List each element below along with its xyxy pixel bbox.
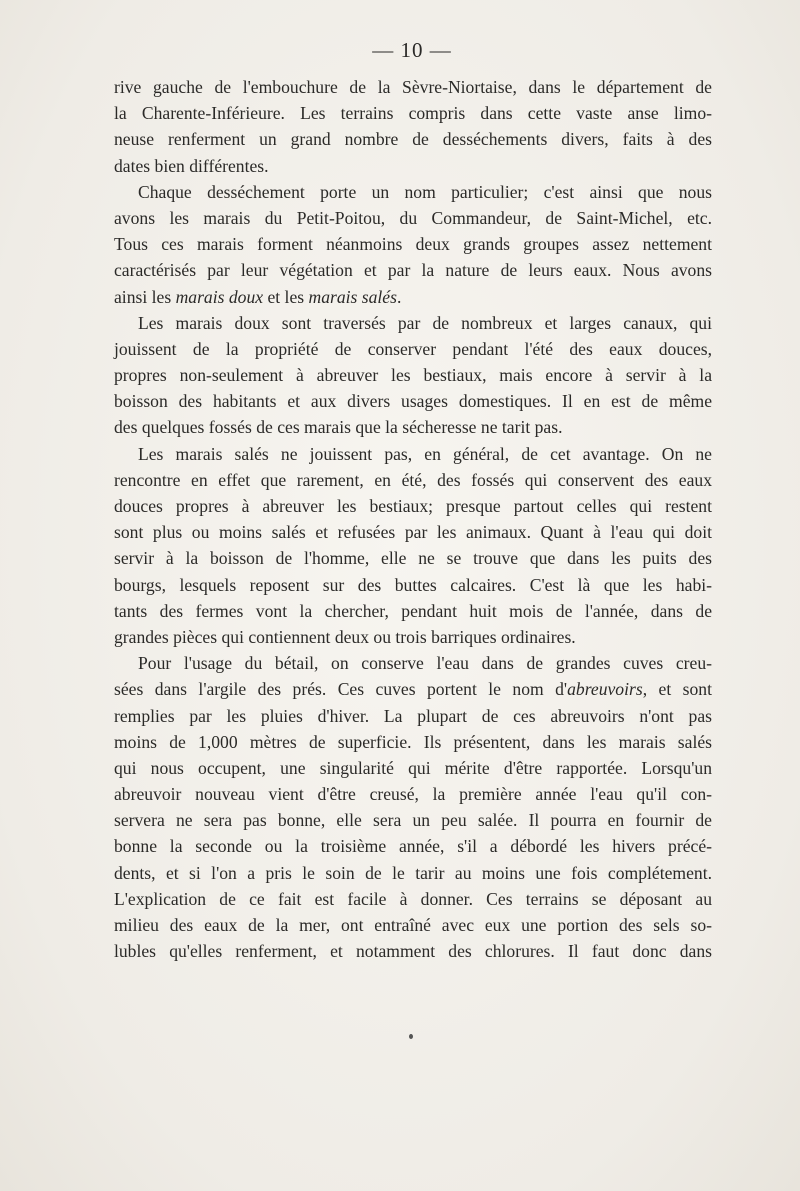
text-line: avons les marais du Petit-Poitou, du Commandeur, de Saint-Michel, etc. — [114, 207, 712, 228]
text-line: des quelques fossés de ces marais que la sécheresse ne tarit pas. — [114, 417, 563, 438]
text-line: moins de 1,000 mètres de superficie. Ils présentent, dans les marais salés — [114, 731, 712, 752]
text-line: boisson des habitants et aux divers usages domestiques. Il en est de même — [114, 391, 712, 412]
text-fragment: ainsi les — [114, 286, 176, 307]
text-line: abreuvoir nouveau vient d'être creusé, la première année l'eau qu'il con- — [114, 784, 712, 805]
text-line — [114, 284, 712, 310]
text-line: tants des fermes vont la chercher, pendant huit mois de l'année, dans de — [114, 600, 712, 621]
text-line: servir à la boisson de l'homme, elle ne se trouve que dans les puits des — [114, 548, 712, 569]
paragraph-3 — [114, 310, 712, 441]
text-line — [114, 676, 712, 702]
text-line: Chaque desséchement porte un nom particulier; c'est ainsi que nous — [138, 181, 712, 202]
italic-term: abreuvoirs — [567, 679, 643, 700]
text-line: rive gauche de l'embouchure de la Sèvre-Niortaise, dans le département de — [114, 77, 712, 97]
text-line: milieu des eaux de la mer, ont entraîné avec eux une portion des sels so- — [114, 915, 712, 935]
text-line: L'explication de ce fait est facile à donner. Ces terrains se déposant au — [114, 888, 712, 909]
text-line: grandes pièces qui contiennent deux ou trois barriques ordinaires. — [114, 626, 576, 647]
text-fragment: . — [396, 286, 402, 307]
text-line: douces propres à abreuver les bestiaux; presque partout celles qui restent — [114, 496, 712, 516]
text-line: bonne la seconde ou la troisième année, s'il a débordé les hivers précé- — [114, 836, 712, 857]
text-line: remplies par les pluies d'hiver. La plupart de ces abreuvoirs n'ont pas — [114, 705, 712, 726]
paragraph-5 — [114, 650, 712, 964]
text-fragment: et les — [263, 286, 309, 307]
paragraph-1 — [114, 74, 712, 179]
text-line: dents, et si l'on a pris le soin de le tarir au moins une fois complétement. — [114, 862, 712, 883]
text-line: servera ne sera pas bonne, elle sera un peu salée. Il pourra en fournir de — [114, 810, 712, 831]
text-line: Les marais salés ne jouissent pas, en général, de cet avantage. On ne — [138, 443, 712, 464]
paragraph-4 — [114, 441, 712, 651]
text-line: sont plus ou moins salés et refusées par les animaux. Quant à l'eau qui doit — [114, 522, 712, 543]
italic-term: marais doux — [175, 286, 264, 307]
text-fragment: , et sont — [642, 679, 712, 700]
text-line: Les marais doux sont traversés par de nombreux et larges canaux, qui — [138, 312, 712, 333]
text-line: propres non-seulement à abreuver les bestiaux, mais encore à servir à la — [114, 365, 712, 386]
text-line: qui nous occupent, une singularité qui mérite d'être rapportée. Lorsqu'un — [114, 757, 712, 778]
paragraph-2 — [114, 179, 712, 310]
text-line: lubles qu'elles renferment, et notamment des chlorures. Il faut donc dans — [114, 941, 712, 962]
text-line: caractérisés par leur végétation et par la nature de leurs eaux. Nous avons — [114, 260, 712, 281]
text-line: rencontre en effet que rarement, en été, des fossés qui conservent des eaux — [114, 469, 712, 490]
italic-term: marais salés — [308, 286, 397, 307]
text-fragment: sées dans l'argile des prés. Ces cuves portent le nom d' — [114, 679, 568, 700]
body-text — [114, 74, 712, 964]
text-line: neuse renferment un grand nombre de desséchements divers, faits à des — [114, 129, 712, 150]
text-line: Pour l'usage du bétail, on conserve l'eau dans de grandes cuves creu- — [138, 653, 712, 674]
text-line: jouissent de la propriété de conserver pendant l'été des eaux douces, — [114, 338, 712, 359]
ink-speck — [409, 1034, 413, 1039]
text-line: Tous ces marais forment néanmoins deux grands groupes assez nettement — [114, 234, 712, 255]
text-line: la Charente-Inférieure. Les terrains compris dans cette vaste anse limo- — [114, 103, 712, 124]
page-number: — 10 — — [372, 38, 452, 62]
text-line: dates bien différentes. — [114, 155, 269, 176]
text-line: bourgs, lesquels reposent sur des buttes calcaires. C'est là que les habi- — [114, 574, 712, 595]
